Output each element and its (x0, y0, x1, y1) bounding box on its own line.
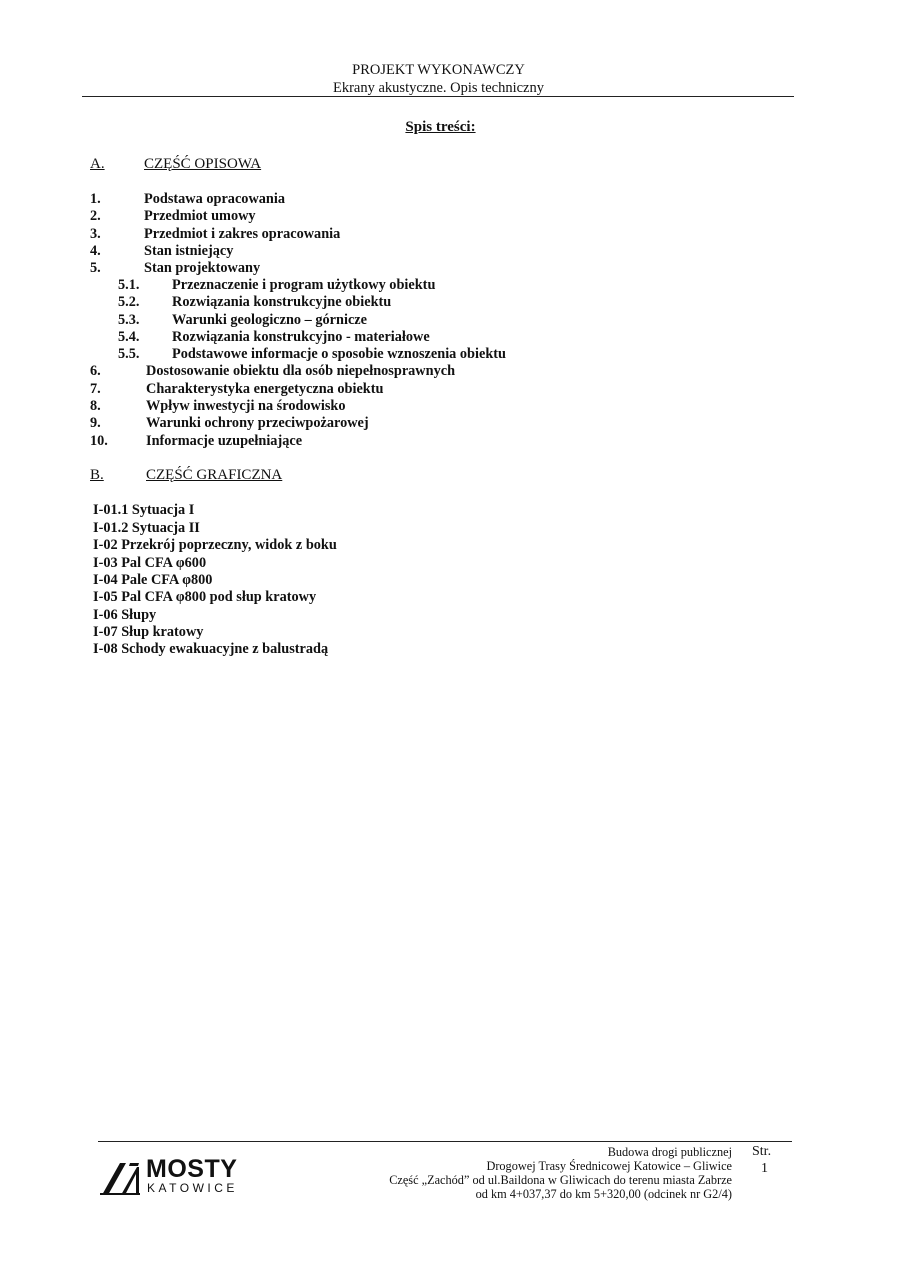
drawing-item: I-05 Pal CFA φ800 pod słup kratowy (93, 589, 317, 605)
header-title: PROJEKT WYKONAWCZY (352, 62, 525, 78)
footer-line: Drogowej Trasy Średnicowej Katowice – Gliwice (486, 1159, 732, 1173)
drawing-item: I-01.1 Sytuacja I (93, 502, 195, 518)
section-b-heading (90, 467, 282, 484)
toc-title: Spis treści: (405, 119, 476, 135)
drawing-item: I-02 Przekrój poprzeczny, widok z boku (93, 537, 337, 553)
footer-line: Budowa drogi publicznej (607, 1145, 732, 1159)
header-rule (82, 96, 794, 97)
section-b-name: CZĘŚĆ GRAFICZNA (146, 467, 283, 483)
footer-line: od km 4+037,37 do km 5+320,00 (odcinek nr G2/4) (475, 1187, 732, 1201)
drawing-item: I-01.2 Sytuacja II (93, 520, 200, 536)
drawing-item: I-06 Słupy (93, 607, 157, 623)
drawing-item: I-04 Pale CFA φ800 (93, 572, 213, 588)
drawing-item: I-03 Pal CFA φ600 (93, 555, 207, 571)
section-a-letter: A. (90, 156, 105, 172)
drawing-item: I-07 Słup kratowy (93, 624, 204, 640)
footer-line: Część „Zachód” od ul.Baildona w Gliwicach do terenu miasta Zabrze (389, 1173, 732, 1187)
section-a-heading (90, 156, 261, 173)
drawing-item: I-08 Schody ewakuacyjne z balustradą (93, 641, 329, 657)
section-a-name: CZĘŚĆ OPISOWA (144, 156, 262, 172)
page-number: 1 (761, 1161, 768, 1176)
header-subtitle: Ekrany akustyczne. Opis techniczny (333, 80, 544, 96)
footer-rule (98, 1141, 792, 1142)
logo-subtitle: KATOWICE (147, 1181, 238, 1195)
page-label: Str. (752, 1144, 772, 1159)
logo-name: MOSTY (146, 1155, 238, 1183)
section-b-letter: B. (90, 467, 104, 483)
